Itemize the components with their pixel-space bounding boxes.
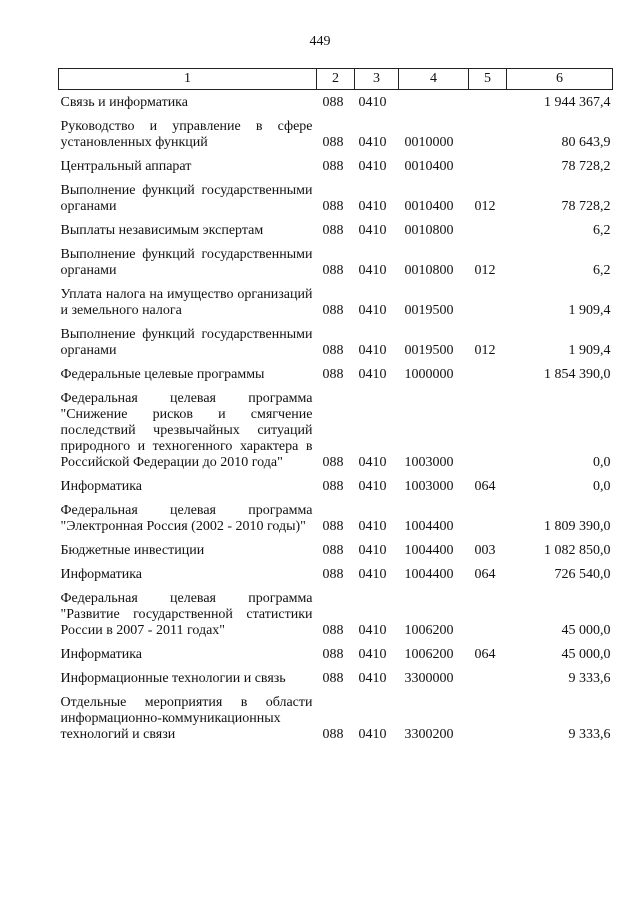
row-section-code: 0410	[358, 367, 387, 382]
row-amount: 45 000,0	[561, 647, 611, 662]
table-row	[59, 587, 613, 643]
row-section-code: 0410	[358, 543, 387, 558]
row-name: Федеральные целевые программы	[60, 367, 265, 382]
row-target-article: 3300200	[404, 727, 454, 742]
row-target-article: 0019500	[404, 303, 454, 318]
row-target-article: 1006200	[404, 647, 454, 662]
row-expense-type: 012	[474, 199, 496, 214]
table-row	[59, 539, 613, 563]
row-expense-type	[469, 691, 507, 747]
header-col-1: 1	[59, 69, 317, 90]
row-section-code: 0410	[358, 159, 387, 174]
row-ministry-code: 088	[322, 479, 344, 494]
row-expense-type: 012	[474, 263, 496, 278]
row-target-article: 0010000	[404, 135, 454, 150]
row-ministry-code: 088	[322, 567, 344, 582]
row-expense-type: 012	[474, 343, 496, 358]
row-expense-type	[469, 667, 507, 691]
row-target-article: 0019500	[404, 343, 454, 358]
row-name: Информатика	[60, 647, 142, 662]
row-amount: 78 728,2	[561, 159, 611, 174]
table-row	[59, 243, 613, 283]
row-name: Уплата налога на имущество организаций и земельного налога	[60, 287, 313, 318]
header-col-2: 2	[317, 69, 355, 90]
row-name: Центральный аппарат	[60, 159, 192, 174]
row-amount: 1 082 850,0	[544, 543, 611, 558]
row-section-code: 0410	[358, 567, 387, 582]
row-target-article: 3300000	[404, 671, 454, 686]
row-expense-type	[469, 587, 507, 643]
table-row	[59, 563, 613, 587]
row-amount: 726 540,0	[554, 567, 611, 582]
row-ministry-code: 088	[322, 263, 344, 278]
header-col-3: 3	[355, 69, 399, 90]
row-ministry-code: 088	[322, 519, 344, 534]
row-name: Федеральная целевая программа "Развитие государственной статистики России в 2007 - 2011 годах"	[60, 591, 313, 638]
row-section-code: 0410	[358, 479, 387, 494]
row-ministry-code: 088	[322, 623, 344, 638]
row-section-code: 0410	[358, 455, 387, 470]
row-name: Связь и информатика	[60, 95, 188, 110]
row-target-article: 1004400	[404, 519, 454, 534]
row-section-code: 0410	[358, 263, 387, 278]
row-ministry-code: 088	[322, 543, 344, 558]
row-amount: 78 728,2	[561, 199, 611, 214]
row-expense-type	[469, 387, 507, 475]
row-target-article: 1006200	[404, 623, 454, 638]
row-ministry-code: 088	[322, 455, 344, 470]
row-expense-type	[469, 283, 507, 323]
table-row	[59, 155, 613, 179]
row-amount: 0,0	[593, 479, 611, 494]
row-target-article: 0010400	[404, 199, 454, 214]
budget-table	[58, 68, 613, 747]
row-name: Выполнение функций государственными органами	[60, 327, 313, 358]
header-row	[59, 69, 613, 90]
header-col-5: 5	[469, 69, 507, 90]
table-row	[59, 475, 613, 499]
row-target-article: 1003000	[404, 479, 454, 494]
row-name: Руководство и управление в сфере установленных функций	[60, 119, 313, 150]
row-name: Выполнение функций государственными органами	[60, 247, 313, 278]
table-header	[59, 69, 613, 90]
table-row	[59, 643, 613, 667]
table-row	[59, 499, 613, 539]
row-expense-type	[469, 155, 507, 179]
header-col-4: 4	[399, 69, 469, 90]
row-ministry-code: 088	[322, 135, 344, 150]
row-expense-type: 064	[474, 567, 496, 582]
table-row	[59, 363, 613, 387]
row-target-article: 0010800	[404, 263, 454, 278]
row-expense-type	[469, 363, 507, 387]
row-amount: 9 333,6	[568, 671, 611, 686]
row-ministry-code: 088	[322, 95, 344, 110]
table-row	[59, 667, 613, 691]
header-col-6: 6	[507, 69, 613, 90]
row-expense-type: 003	[474, 543, 496, 558]
row-name: Выплаты независимым экспертам	[60, 223, 264, 238]
row-target-article: 0010800	[404, 223, 454, 238]
row-ministry-code: 088	[322, 303, 344, 318]
row-name: Федеральная целевая программа "Электронная Россия (2002 - 2010 годы)"	[60, 503, 313, 534]
table-row	[59, 179, 613, 219]
row-amount: 45 000,0	[561, 623, 611, 638]
row-expense-type	[469, 219, 507, 243]
row-amount: 1 909,4	[568, 303, 611, 318]
row-section-code: 0410	[358, 135, 387, 150]
table-row	[59, 219, 613, 243]
row-amount: 80 643,9	[561, 135, 611, 150]
row-amount: 6,2	[593, 223, 611, 238]
row-section-code: 0410	[358, 303, 387, 318]
page-number: 449	[309, 34, 331, 49]
row-target-article	[399, 90, 469, 116]
table-row	[59, 691, 613, 747]
row-amount: 9 333,6	[568, 727, 611, 742]
row-amount: 1 809 390,0	[544, 519, 611, 534]
table-row	[59, 283, 613, 323]
row-name: Информационные технологии и связь	[60, 671, 286, 686]
row-ministry-code: 088	[322, 159, 344, 174]
row-name: Выполнение функций государственными органами	[60, 183, 313, 214]
row-target-article: 1004400	[404, 567, 454, 582]
table-body	[59, 90, 613, 748]
row-ministry-code: 088	[322, 727, 344, 742]
row-target-article: 1004400	[404, 543, 454, 558]
table-row	[59, 387, 613, 475]
row-target-article: 1000000	[404, 367, 454, 382]
row-section-code: 0410	[358, 199, 387, 214]
row-ministry-code: 088	[322, 367, 344, 382]
table-row	[59, 115, 613, 155]
row-section-code: 0410	[358, 223, 387, 238]
row-expense-type: 064	[474, 479, 496, 494]
table-row	[59, 323, 613, 363]
row-expense-type	[469, 90, 507, 116]
row-ministry-code: 088	[322, 671, 344, 686]
row-expense-type	[469, 115, 507, 155]
row-name: Информатика	[60, 567, 142, 582]
row-section-code: 0410	[358, 727, 387, 742]
row-section-code: 0410	[358, 671, 387, 686]
table-row	[59, 90, 613, 116]
row-amount: 0,0	[593, 455, 611, 470]
row-ministry-code: 088	[322, 223, 344, 238]
row-section-code: 0410	[358, 343, 387, 358]
row-target-article: 0010400	[404, 159, 454, 174]
row-ministry-code: 088	[322, 647, 344, 662]
row-target-article: 1003000	[404, 455, 454, 470]
row-section-code: 0410	[358, 519, 387, 534]
row-amount: 6,2	[593, 263, 611, 278]
row-ministry-code: 088	[322, 199, 344, 214]
row-amount: 1 944 367,4	[544, 95, 611, 110]
row-section-code: 0410	[358, 623, 387, 638]
row-name: Отдельные мероприятия в области информационно-коммуникационных технологий и связи	[60, 695, 313, 742]
row-name: Бюджетные инвестиции	[60, 543, 205, 558]
row-section-code: 0410	[358, 647, 387, 662]
row-name: Информатика	[60, 479, 142, 494]
row-expense-type	[469, 499, 507, 539]
row-expense-type: 064	[474, 647, 496, 662]
row-section-code: 0410	[358, 95, 387, 110]
row-amount: 1 854 390,0	[544, 367, 611, 382]
row-ministry-code: 088	[322, 343, 344, 358]
row-amount: 1 909,4	[568, 343, 611, 358]
row-name: Федеральная целевая программа "Снижение рисков и смягчение последствий чрезвычайных ситуаций природного и техногенного характера в Российской Федерации до 2010 года"	[60, 391, 313, 470]
